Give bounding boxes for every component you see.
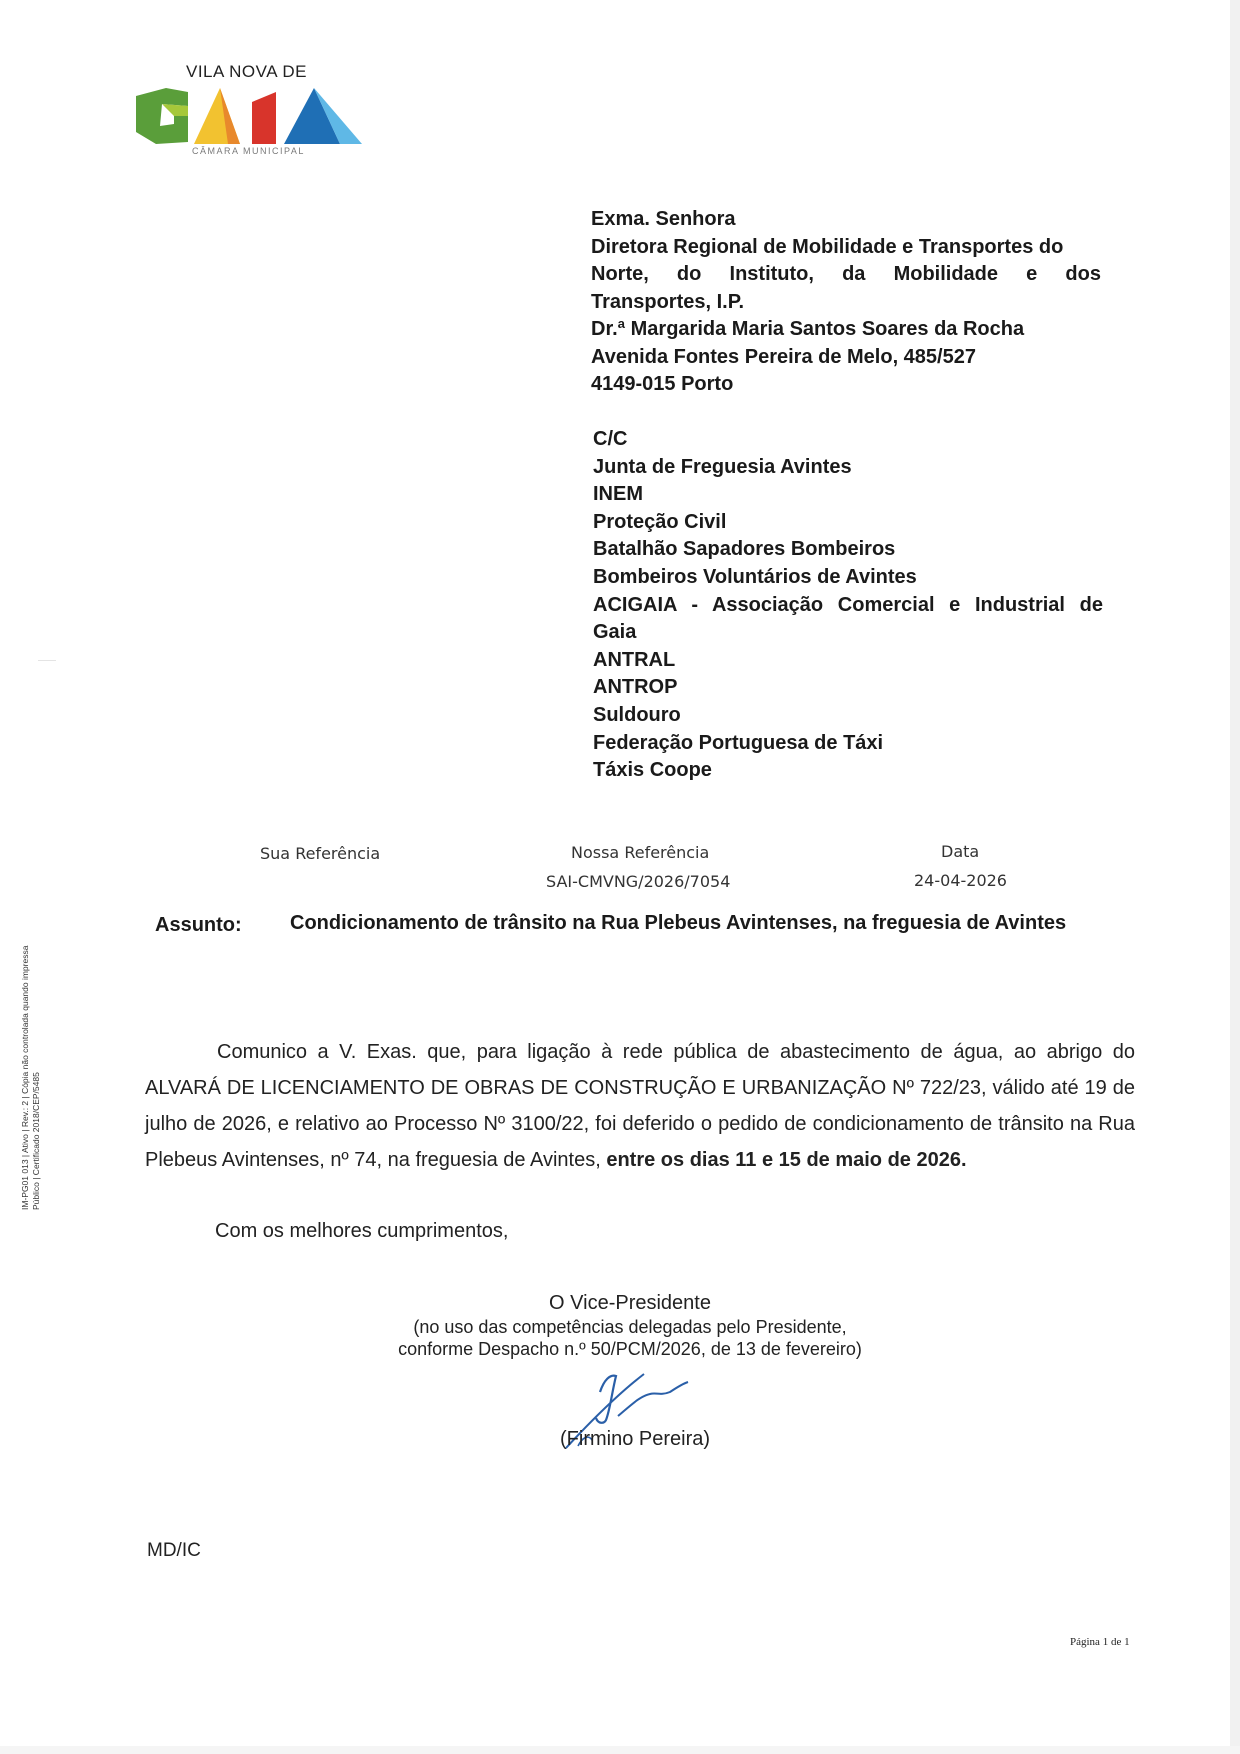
- cc-entry: ANTROP: [593, 676, 678, 699]
- delegation-line-2: conforme Despacho n.º 50/PCM/2026, de 13 de fevereiro): [398, 1339, 862, 1359]
- nossa-referencia-label: Nossa Referência: [571, 843, 710, 862]
- closing: Com os melhores cumprimentos,: [215, 1220, 509, 1242]
- cc-entry: Proteção Civil: [593, 510, 727, 533]
- nossa-referencia-value: SAI-CMVNG/2026/7054: [546, 872, 731, 891]
- cc-entry: Suldouro: [593, 703, 681, 726]
- fold-mark: [38, 660, 56, 661]
- body-bold-dates: entre os dias 11 e 15 de maio de 2026.: [606, 1149, 967, 1171]
- recipient-address: [591, 206, 1101, 399]
- cc-label: C/C: [593, 428, 628, 450]
- gaia-logo: [136, 62, 372, 158]
- recipient-line-2: Norte, do Instituto, da Mobilidade e dos: [591, 263, 1101, 285]
- data-value: 24-04-2026: [914, 871, 1007, 890]
- author-initials: MD/IC: [147, 1540, 201, 1561]
- recipient-line-3: Transportes, I.P.: [591, 290, 745, 313]
- signatory-title: O Vice-Presidente: [549, 1292, 711, 1314]
- letter-body: [145, 1034, 1135, 1178]
- logo-bottom-text: CÂMARA MUNICIPAL: [192, 146, 305, 156]
- body-text: Comunico a V. Exas. que, para ligação à rede pública de abastecimento de água, ao abrigo do ALVARÁ DE LICENCIAMENTO DE OBRAS DE CONSTRUÇÃO E URBANIZAÇÃO Nº 722/23, válido até 19 de julho de 2026, e relativo ao Processo Nº 3100/22, foi deferido o pedido de condicionamento de trânsito na Rua Plebeus Avintenses, nº 74, na freguesia de Avintes,: [145, 1041, 1135, 1171]
- cc-entry: Bombeiros Voluntários de Avintes: [593, 565, 917, 588]
- recipient-street: Avenida Fontes Pereira de Melo, 485/527: [591, 345, 976, 368]
- sua-referencia-label: Sua Referência: [260, 844, 381, 863]
- cc-list: [593, 426, 1103, 785]
- signatory-name: (Firmino Pereira): [560, 1428, 711, 1450]
- page-bottom-edge: [0, 1746, 1240, 1754]
- delegation-line-1: (no uso das competências delegadas pelo Presidente,: [413, 1317, 847, 1337]
- logo-top-text: VILA NOVA DE: [186, 62, 307, 81]
- gaia-wordmark-icon: [136, 86, 362, 146]
- cc-entry: ACIGAIA - Associação Comercial e Industrial de: [593, 593, 1103, 616]
- document-control-code: [20, 870, 42, 1210]
- cc-entry: Táxis Coope: [593, 759, 712, 782]
- cc-entry: ANTRAL: [593, 648, 676, 671]
- recipient-name: Dr.ª Margarida Maria Santos Soares da Rocha: [591, 318, 1025, 340]
- salutation: Exma. Senhora: [591, 208, 736, 230]
- page-edge-shadow: [1230, 0, 1240, 1754]
- cc-entry: INEM: [593, 483, 643, 506]
- page-number: Página 1 de 1: [1070, 1636, 1130, 1648]
- control-code-line-2: Público | Certificado 2018/CEP/5485: [31, 1072, 41, 1210]
- cc-entry: Federação Portuguesa de Táxi: [593, 731, 884, 754]
- subject-label: Assunto:: [155, 914, 242, 936]
- cc-entry: Junta de Freguesia Avintes: [593, 455, 852, 478]
- cc-entry: Gaia: [593, 621, 637, 644]
- recipient-line-1: Diretora Regional de Mobilidade e Transportes do: [591, 235, 1064, 258]
- signature-block: [380, 1290, 880, 1360]
- subject-text: Condicionamento de trânsito na Rua Plebeus Avintenses, na freguesia de Avintes: [290, 912, 1067, 934]
- control-code-line-1: IM-PG01 013 | Ativo | Rev.: 2 | Cópia não controlada quando impressa: [20, 945, 30, 1210]
- cc-entry: Batalhão Sapadores Bombeiros: [593, 538, 896, 561]
- recipient-city: 4149-015 Porto: [591, 373, 734, 395]
- data-label: Data: [941, 842, 980, 861]
